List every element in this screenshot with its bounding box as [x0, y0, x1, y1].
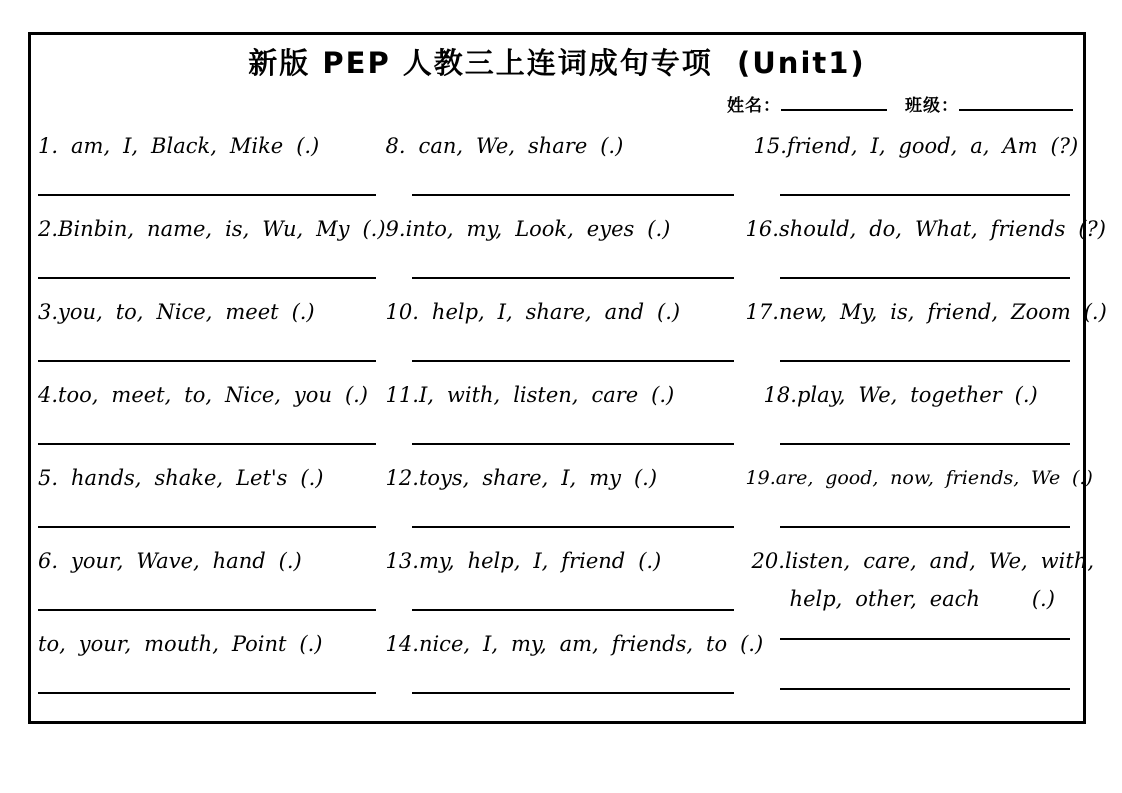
- item-block-20: [746, 544, 1107, 710]
- answer-blank-7[interactable]: [38, 692, 376, 694]
- answer-blank-4[interactable]: [38, 443, 376, 445]
- item-block-15: [746, 129, 1107, 212]
- item-block-13: [386, 544, 746, 627]
- answer-blank-17[interactable]: [780, 360, 1070, 362]
- answer-blank-10[interactable]: [412, 360, 734, 362]
- item-block-6: [38, 544, 386, 627]
- item-16-text: 16.should, do, What, friends (?): [745, 217, 1106, 241]
- answer-blank-8[interactable]: [412, 194, 734, 196]
- item-3-text: 3.you, to, Nice, meet (.): [38, 300, 315, 324]
- worksheet-page: [28, 32, 1107, 724]
- item-6-text: 6. your, Wave, hand (.): [38, 549, 302, 573]
- answer-blank-3[interactable]: [38, 360, 376, 362]
- item-block-18: [746, 378, 1107, 461]
- answer-blank-9[interactable]: [412, 277, 734, 279]
- name-label: 姓名：: [727, 96, 781, 116]
- item-18-text: 18.play, We, together (.): [763, 383, 1038, 407]
- item-4-text: 4.too, meet, to, Nice, you (.): [38, 383, 369, 407]
- class-blank[interactable]: [959, 98, 1073, 111]
- item-block-1: [38, 129, 386, 212]
- item-9-text: 9.into, my, Look, eyes (.): [385, 217, 671, 241]
- item-block-9: [386, 212, 746, 295]
- item-11-text: 11.I, with, listen, care (.): [385, 383, 675, 407]
- answer-blank-14[interactable]: [412, 692, 734, 694]
- item-block-12: [386, 461, 746, 544]
- item-7-text: to, your, mouth, Point (.): [38, 632, 323, 656]
- answer-blank-6[interactable]: [38, 609, 376, 611]
- item-15-text: 15.friend, I, good, a, Am (?): [753, 134, 1079, 158]
- class-label: 班级：: [905, 96, 959, 116]
- item-block-7: [38, 627, 386, 710]
- item-block-10: [386, 295, 746, 378]
- item-block-14: [385, 627, 764, 710]
- item-17-text: 17.new, My, is, friend, Zoom (.): [745, 300, 1107, 324]
- answer-blank-11[interactable]: [412, 443, 734, 445]
- answer-blank-20b[interactable]: [780, 688, 1070, 690]
- item-block-16: [746, 212, 1107, 295]
- answer-blank-5[interactable]: [38, 526, 376, 528]
- column-2: [385, 129, 764, 710]
- answer-blank-16[interactable]: [780, 277, 1070, 279]
- answer-blank-15[interactable]: [780, 194, 1070, 196]
- item-14-text: 14.nice, I, my, am, friends, to (.): [385, 632, 764, 656]
- item-block-3: [38, 295, 386, 378]
- name-blank[interactable]: [781, 98, 887, 111]
- items-grid: [38, 129, 1107, 710]
- item-block-19: [746, 461, 1107, 544]
- answer-blank-19[interactable]: [780, 526, 1070, 528]
- page-title: 新版 PEP 人教三上连词成句专项 (Unit1): [248, 46, 866, 80]
- answer-blank-2[interactable]: [38, 277, 376, 279]
- item-block-5: [38, 461, 386, 544]
- answer-blank-12[interactable]: [412, 526, 734, 528]
- item-5-text: 5. hands, shake, Let's (.): [38, 466, 324, 490]
- item-8-text: 8. can, We, share (.): [385, 134, 624, 158]
- item-block-17: [746, 295, 1107, 378]
- item-19-text: 19.are, good, now, friends, We (.): [745, 467, 1093, 489]
- item-13-text: 13.my, help, I, friend (.): [385, 549, 662, 573]
- name-class-row: [727, 91, 1073, 116]
- answer-blank-13[interactable]: [412, 609, 734, 611]
- item-block-2: [38, 212, 386, 295]
- item-20-text-line2: help, other, each (.): [789, 587, 1055, 611]
- column-1: [38, 129, 386, 710]
- item-12-text: 12.toys, share, I, my (.): [385, 466, 658, 490]
- item-block-11: [386, 378, 746, 461]
- item-2-text: 2.Binbin, name, is, Wu, My (.): [38, 217, 386, 241]
- item-20-text-line1: 20.listen, care, and, We, with,: [751, 549, 1095, 573]
- item-1-text: 1. am, I, Black, Mike (.): [38, 134, 320, 158]
- item-block-8: [386, 129, 746, 212]
- column-3: [746, 129, 1107, 710]
- answer-blank-20a[interactable]: [780, 638, 1070, 640]
- item-block-4: [38, 378, 386, 461]
- answer-blank-1[interactable]: [38, 194, 376, 196]
- answer-blank-18[interactable]: [780, 443, 1070, 445]
- item-10-text: 10. help, I, share, and (.): [385, 300, 681, 324]
